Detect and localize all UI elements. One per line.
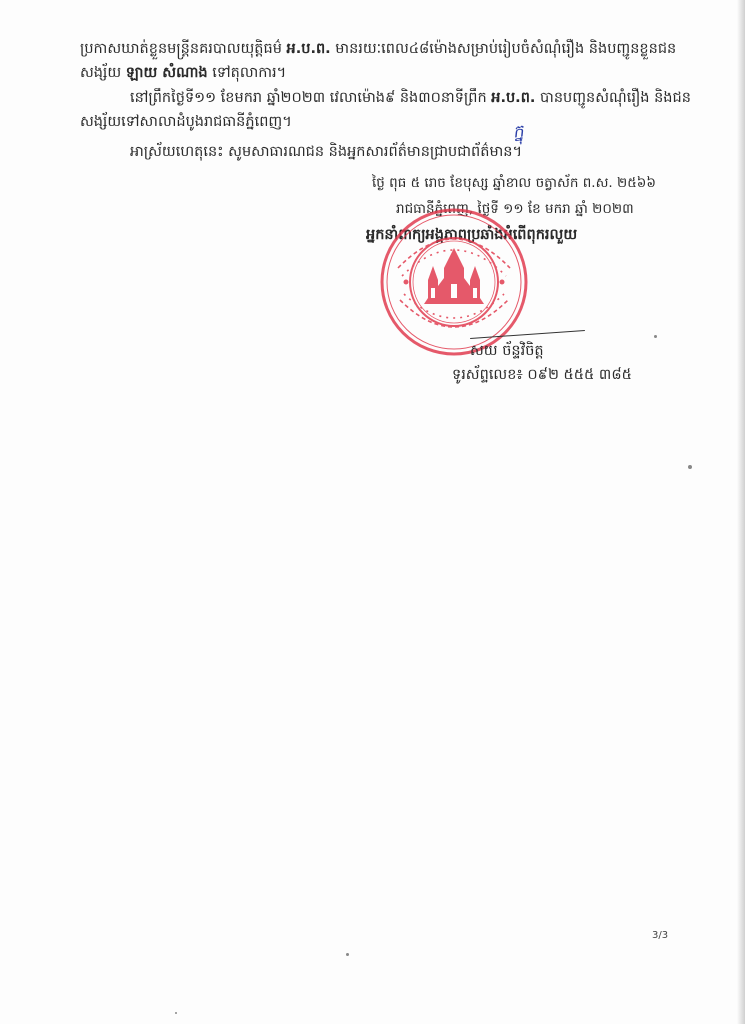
agency-abbrev: អ.ប.ព. — [491, 90, 536, 106]
body-line-4 — [80, 113, 292, 131]
page-edge-shadow — [737, 0, 745, 1024]
text-segment: បានបញ្ជូនសំណុំរឿង និងជន — [540, 90, 691, 106]
body-line-2 — [80, 64, 286, 82]
body-line-1 — [80, 40, 676, 58]
body-line-3 — [130, 89, 691, 107]
lunar-date: ថ្ងៃ ពុធ ៥ រោច ខែបុស្ស ឆ្នាំខាល ចត្វាស័ក ព.ស. ២៥៦៦ — [372, 175, 656, 191]
handwritten-initial: ក្នុ — [511, 121, 525, 143]
solar-date: រាជធានីភ្នំពេញ, ថ្ងៃទី ១១ ខែ មករា ឆ្នាំ ២០២៣ — [396, 201, 634, 217]
signatory-phone: ទូរស័ព្ទលេខ៖ ០៩២ ៥៥៥ ៣៨៥ — [452, 367, 632, 383]
closing-sentence: អាស្រ័យហេតុនេះ សូមសាធារណជន និងអ្នកសារព័ត៌មានជ្រាបជាព័ត៌មាន។ — [130, 144, 523, 160]
text-segment: នៅព្រឹកថ្ងៃទី១១ ខែមករា ឆ្នាំ២០២៣ វេលាម៉ោង៩ និង៣០នាទីព្រឹក — [130, 90, 487, 106]
body-line-5 — [130, 143, 522, 161]
scan-speck — [654, 335, 657, 338]
scan-speck — [688, 465, 692, 469]
text-segment: ទៅតុលាការ។ — [212, 65, 287, 81]
text-segment: ប្រកាសឃាត់ខ្លួនមន្ត្រីនគរបាលយុត្តិធម៌ — [80, 41, 282, 57]
text-segment: សង្ស័យទៅសាលាដំបូងរាជធានីភ្នំពេញ។ — [80, 114, 292, 130]
signatory-title: អ្នកនាំពាក្យអង្គភាពប្រឆាំងអំពើពុករលួយ — [366, 227, 578, 243]
text-segment: មានរយៈពេល៤៨ម៉ោងសម្រាប់រៀបចំសំណុំរឿង និងបញ្ជូនខ្លួនជន — [335, 41, 677, 57]
page-number: 3/3 — [652, 930, 669, 941]
scan-speck — [346, 953, 349, 956]
scan-speck — [175, 1012, 177, 1014]
agency-abbrev: អ.ប.ព. — [286, 41, 331, 57]
text-segment: សង្ស័យ — [80, 65, 122, 81]
suspect-name: ឡាយ សំណាង — [125, 65, 208, 81]
signatory-name: សយ ច័ន្ទវិចិត្ត — [470, 343, 544, 359]
